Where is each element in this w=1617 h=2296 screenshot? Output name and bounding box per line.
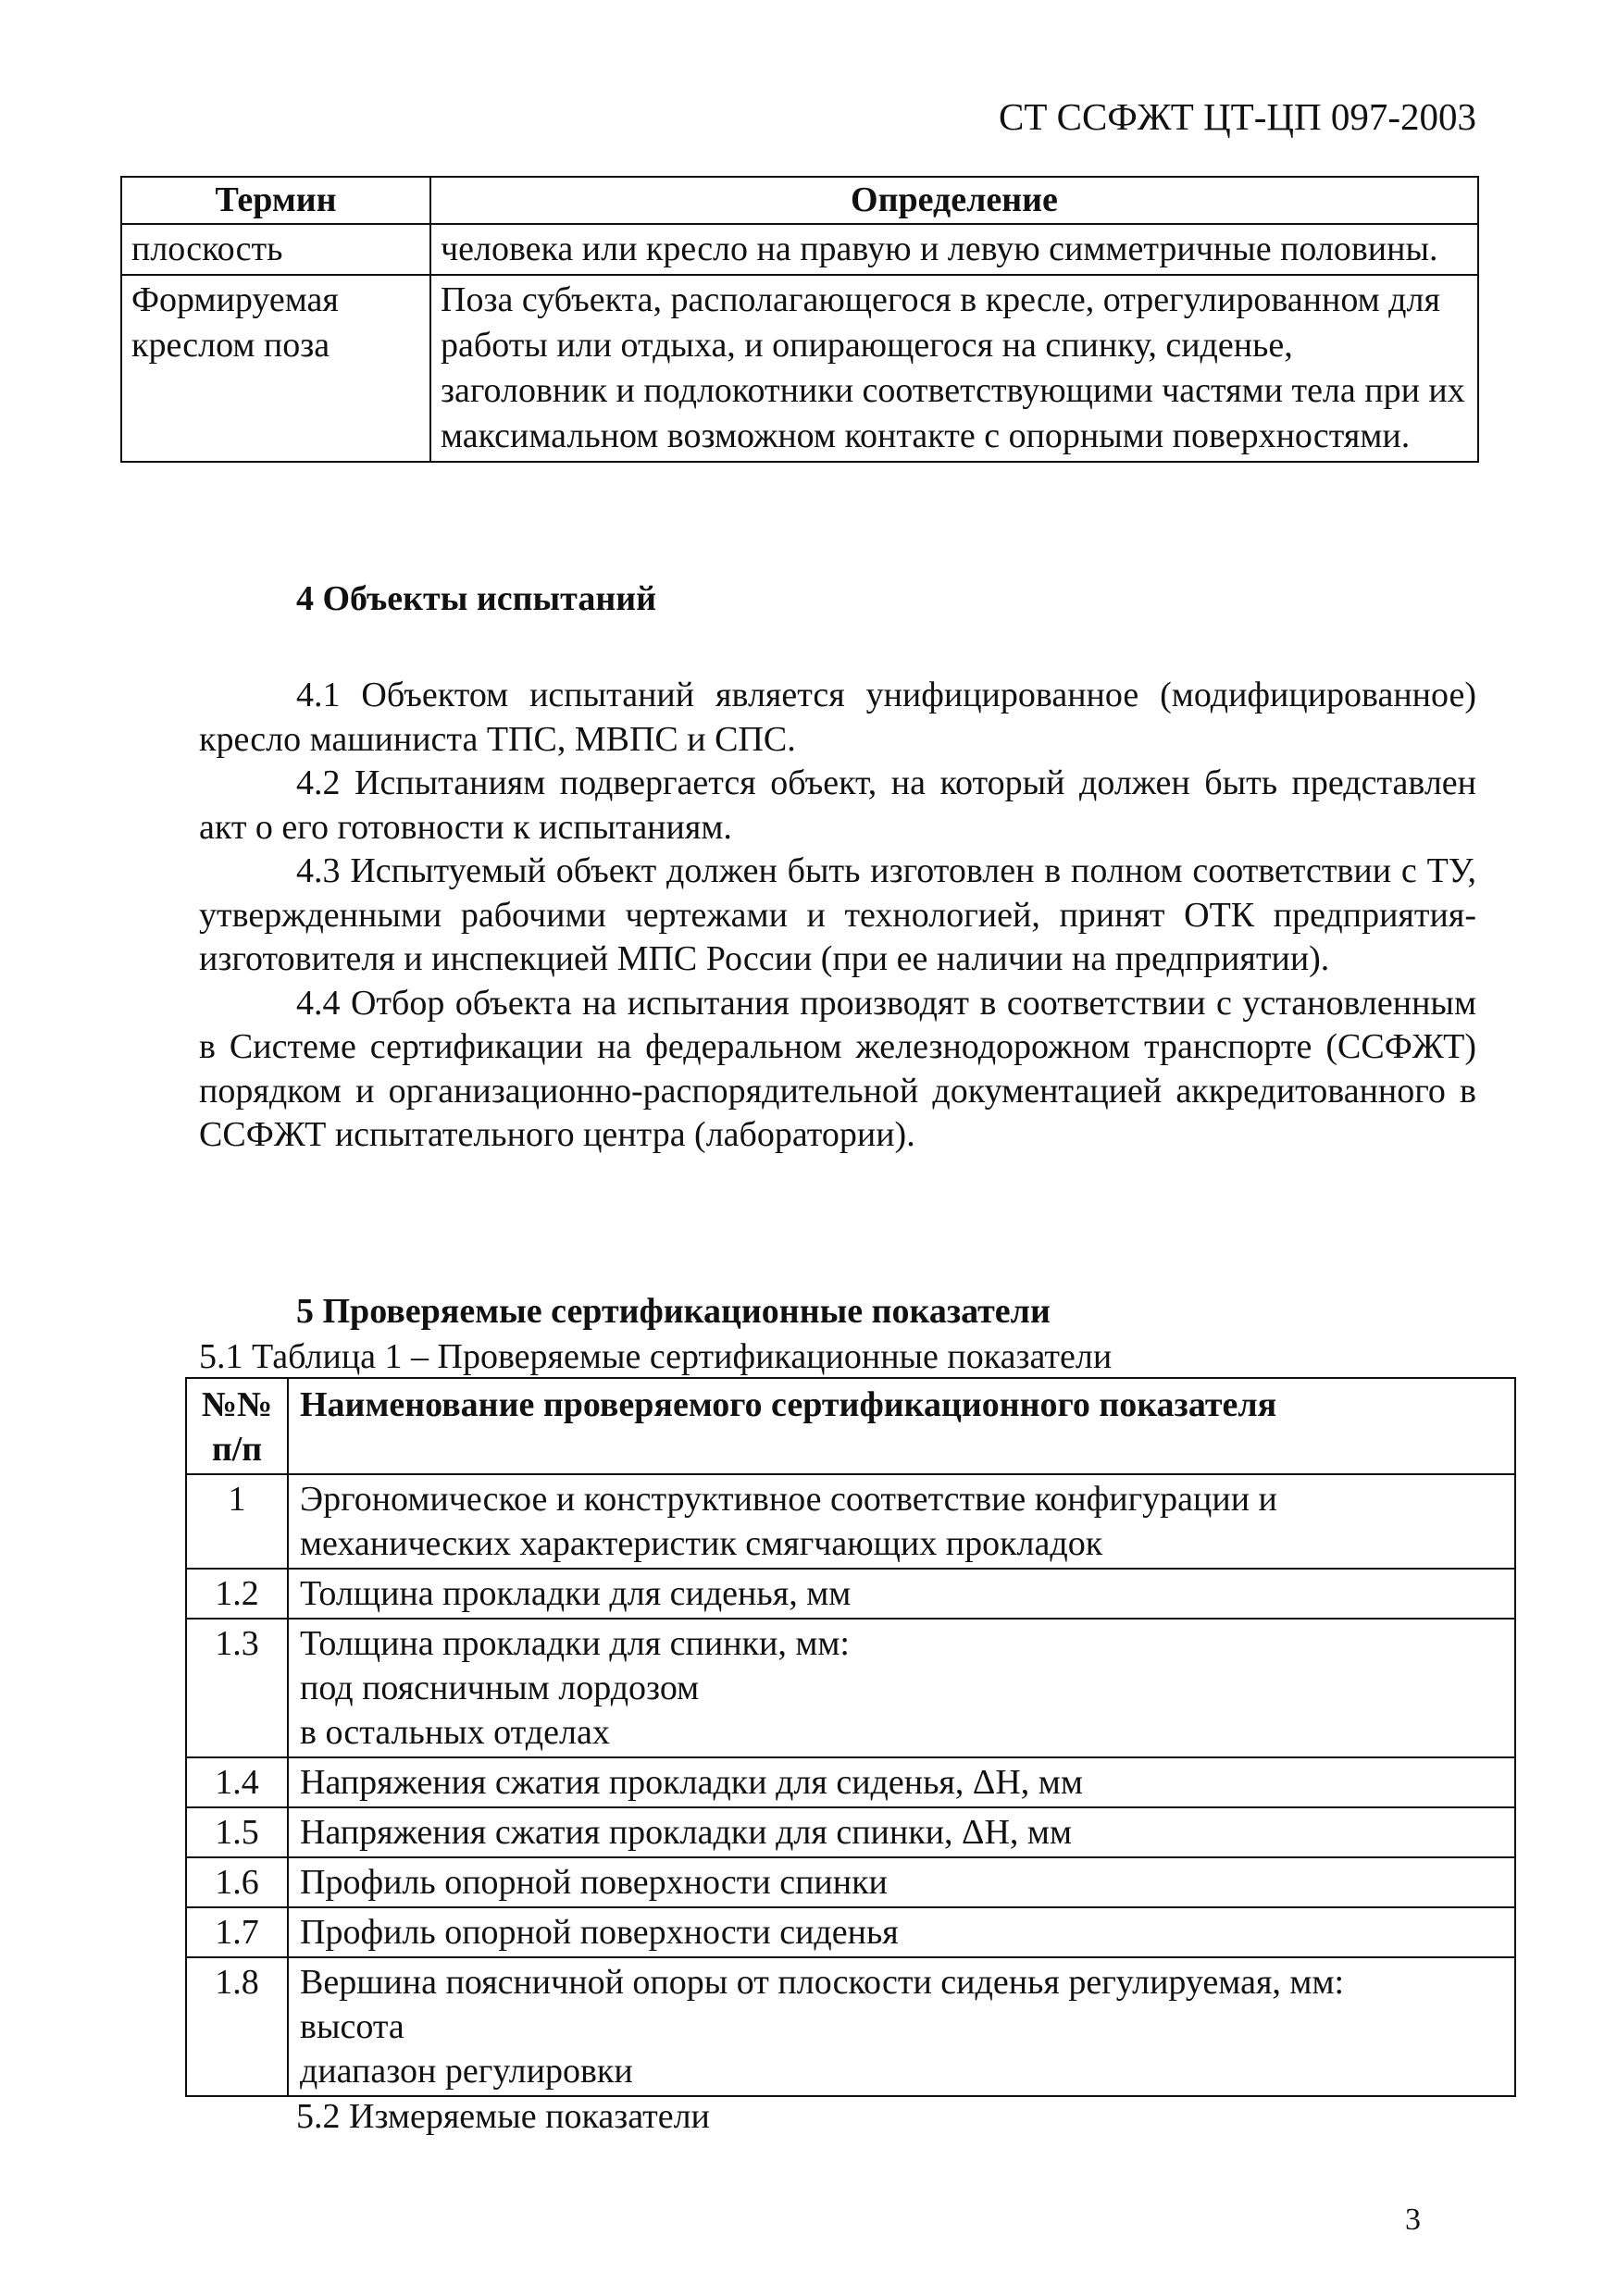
terms-header-row <box>121 177 1478 224</box>
indicator-name-line: Вершина поясничной опоры от плоскости сиденья регулируемая, мм: <box>300 1963 1345 2002</box>
indicator-name <box>288 1857 1515 1907</box>
indicator-row <box>186 1474 1515 1569</box>
terms-row <box>121 224 1478 275</box>
indicator-name-line: механических характеристик смягчающих прокладок <box>300 1524 1103 1563</box>
paragraph-4-1: 4.1 Объектом испытаний является унифицированное (модифицированное) кресло машиниста ТПС, МВПС и СПС. <box>199 676 1476 759</box>
indicator-name <box>288 1569 1515 1619</box>
section-4-heading: 4 Объекты испытаний <box>296 579 656 618</box>
indicator-name-line: в остальных отделах <box>300 1713 610 1752</box>
indicator-number: 1.3 <box>186 1619 288 1757</box>
indicator-number: 1.5 <box>186 1807 288 1857</box>
indicators-header-row <box>186 1378 1515 1474</box>
indicator-number: 1.4 <box>186 1757 288 1807</box>
definition-cell: человека или кресло на правую и левую симметричные половины. <box>430 224 1478 275</box>
indicator-number: 1.2 <box>186 1569 288 1619</box>
terms-table <box>120 176 1479 463</box>
name-column-header: Наименование проверяемого сертификационного показателя <box>288 1378 1515 1474</box>
page-number: 3 <box>1405 2203 1421 2237</box>
indicator-row <box>186 1957 1515 2096</box>
indicator-row <box>186 1619 1515 1757</box>
indicator-name-line: Напряжения сжатия прокладки для сиденья, ΔН, мм <box>300 1763 1083 1802</box>
indicator-number: 1.8 <box>186 1957 288 2096</box>
indicator-name <box>288 1757 1515 1807</box>
table-1-caption: 5.1 Таблица 1 – Проверяемые сертификационные показатели <box>199 1337 1113 1376</box>
subsection-5-2-heading: 5.2 Измеряемые показатели <box>296 2097 710 2136</box>
section-4-body <box>199 674 1476 1158</box>
indicator-row <box>186 1857 1515 1907</box>
indicator-name-line: диапазон регулировки <box>300 2052 633 2091</box>
number-column-header: №№ п/п <box>186 1378 288 1474</box>
indicator-number: 1.6 <box>186 1857 288 1907</box>
indicator-number: 1 <box>186 1474 288 1569</box>
indicator-row <box>186 1569 1515 1619</box>
indicator-name-line: Толщина прокладки для сиденья, мм <box>300 1574 852 1613</box>
indicator-row <box>186 1907 1515 1957</box>
indicator-name <box>288 1619 1515 1757</box>
paragraph-4-4: 4.4 Отбор объекта на испытания производят в соответствии с установленным в Системе сертификации на федеральном железнодорожном транспорте (ССФЖТ) порядком и организационно-распорядительной документацией аккредитованного в ССФЖТ испытательного центра (лаборатории). <box>199 983 1476 1154</box>
indicators-body <box>186 1474 1515 2096</box>
indicator-name <box>288 1957 1515 2096</box>
indicator-number: 1.7 <box>186 1907 288 1957</box>
definition-column-header: Определение <box>430 177 1478 224</box>
term-column-header: Термин <box>121 177 430 224</box>
terms-row <box>121 275 1478 462</box>
indicator-row <box>186 1757 1515 1807</box>
definition-cell: Поза субъекта, располагающегося в кресле, отрегулированном для работы или отдыха, и опирающегося на спинку, сиденье, заголовник и подлокотники соответствующими частями тела при их максимальном возможном контакте с опорными поверхностями. <box>430 275 1478 462</box>
indicator-name <box>288 1474 1515 1569</box>
term-cell: Формируемая креслом поза <box>121 275 430 462</box>
indicator-name-line: высота <box>300 2007 404 2046</box>
indicator-name-line: под поясничным лордозом <box>300 1669 700 1707</box>
paragraph-4-3: 4.3 Испытуемый объект должен быть изготовлен в полном соответствии с ТУ, утвержденными рабочими чертежами и технологией, принят ОТК предприятия-изготовителя и инспекцией МПС России (при ее наличии на предприятии). <box>199 851 1476 978</box>
term-cell: плоскость <box>121 224 430 275</box>
indicators-table <box>185 1377 1516 2097</box>
indicator-name-line: Напряжения сжатия прокладки для спинки, ΔН, мм <box>300 1813 1072 1852</box>
indicator-name-line: Толщина прокладки для спинки, мм: <box>300 1624 850 1663</box>
indicator-name-line: Профиль опорной поверхности спинки <box>300 1863 888 1902</box>
indicator-name <box>288 1907 1515 1957</box>
document-code: СТ ССФЖТ ЦТ-ЦП 097-2003 <box>999 95 1476 138</box>
indicator-name-line: Эргономическое и конструктивное соответствие конфигурации и <box>300 1480 1277 1519</box>
indicator-row <box>186 1807 1515 1857</box>
indicator-name-line: Профиль опорной поверхности сиденья <box>300 1913 899 1952</box>
paragraph-4-2: 4.2 Испытаниям подвергается объект, на который должен быть представлен акт о его готовности к испытаниям. <box>199 763 1476 847</box>
section-5-heading: 5 Проверяемые сертификационные показатели <box>296 1292 1051 1331</box>
indicator-name <box>288 1807 1515 1857</box>
